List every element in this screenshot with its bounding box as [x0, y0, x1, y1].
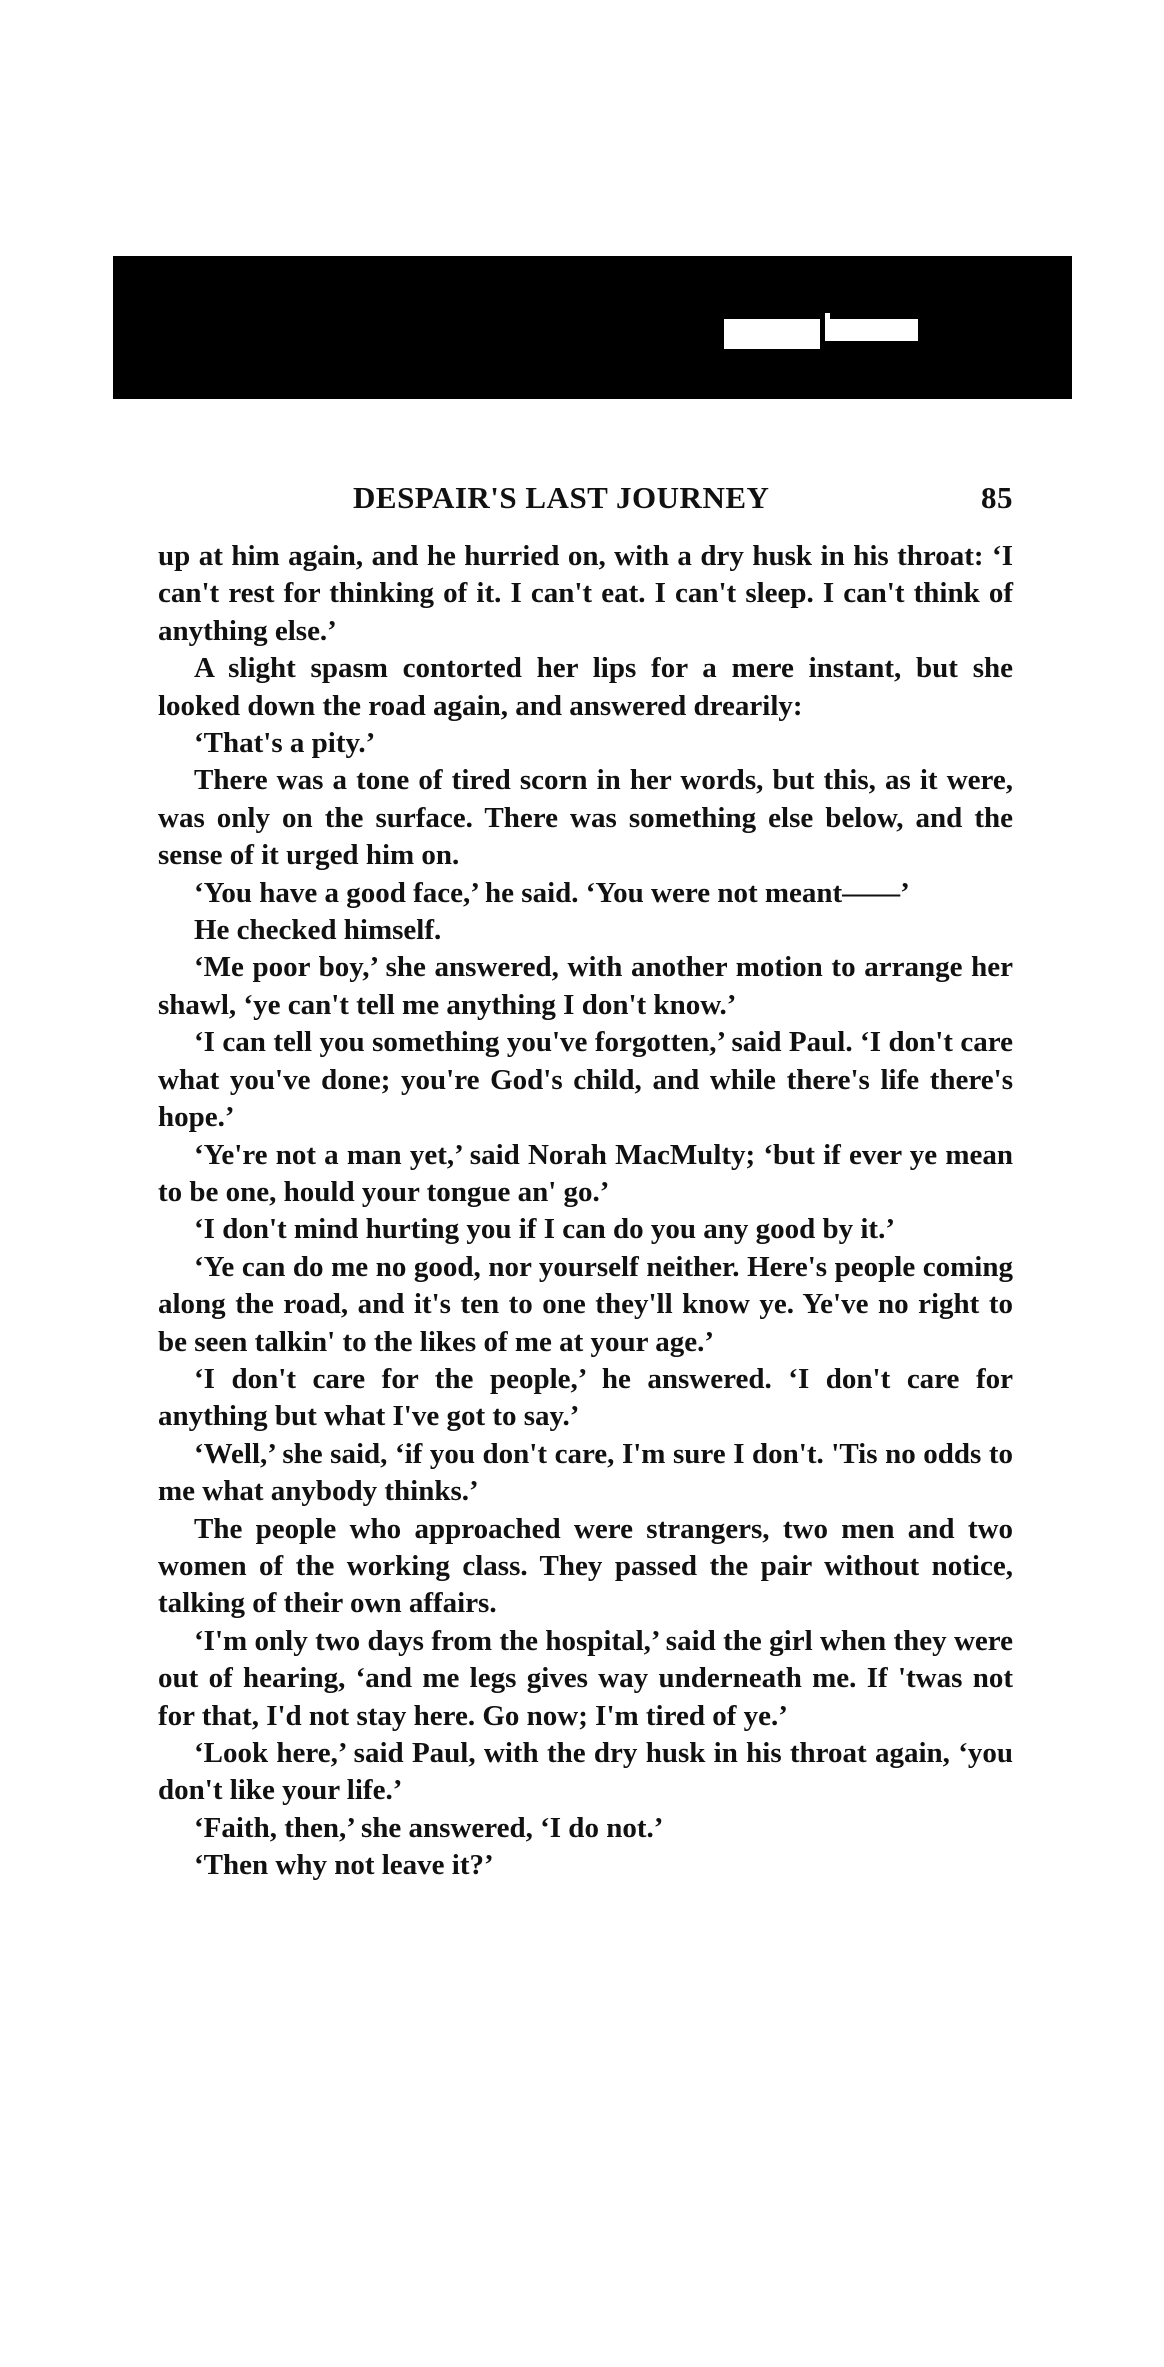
paragraph: ‘I don't mind hurting you if I can do you any good by it.’ [194, 1213, 895, 1246]
redacted-header-block [113, 256, 1072, 399]
paragraph: up at him again, and he hurried on, with a dry husk in his throat: ‘I can't rest for thinking of it. I can't eat. I can't sleep. I can't think of anything else.’ [158, 540, 1013, 647]
paragraph: ‘I'm only two days from the hospital,’ said the girl when they were out of hearing, ‘and me legs gives way underneath me. If 'twas not for that, I'd not stay here. Go now; I'm tired of ye.’ [158, 1624, 1013, 1732]
paragraph: ‘Then why not leave it?’ [194, 1849, 494, 1882]
paragraph: He checked himself. [194, 914, 442, 947]
redaction-gap [724, 319, 820, 349]
body-text [158, 538, 1013, 1885]
page-number: 85 [981, 480, 1013, 515]
paragraph: ‘Me poor boy,’ she answered, with another motion to arrange her shawl, ‘ye can't tell me anything I don't know.’ [158, 951, 1013, 1021]
paragraph: ‘That's a pity.’ [194, 727, 376, 760]
paragraph: ‘I can tell you something you've forgotten,’ said Paul. ‘I don't care what you've done; you're God's child, and while there's life there's hope.’ [158, 1026, 1013, 1134]
paragraph: ‘Ye're not a man yet,’ said Norah MacMulty; ‘but if ever ye mean to be one, hould your tongue an' go.’ [158, 1138, 1013, 1208]
running-head-title: DESPAIR'S LAST JOURNEY [353, 480, 770, 515]
running-head [158, 476, 1013, 520]
paragraph: ‘Faith, then,’ she answered, ‘I do not.’ [194, 1811, 664, 1844]
paragraph: ‘Ye can do me no good, nor yourself neither. Here's people coming along the road, and it's ten to one they'll know ye. Ye've no right to be seen talkin' to the likes of me at your age.’ [158, 1250, 1013, 1358]
paragraph: ‘I don't care for the people,’ he answered. ‘I don't care for anything but what I've got to say.’ [158, 1362, 1013, 1433]
paragraph: The people who approached were strangers, two men and two women of the working class. They passed the pair without notice, talking of their own affairs. [158, 1512, 1013, 1620]
paragraph: ‘You have a good face,’ he said. ‘You were not meant——’ [194, 876, 910, 909]
paragraph: ‘Well,’ she said, ‘if you don't care, I'm sure I don't. 'Tis no odds to me what anybody thinks.’ [158, 1437, 1013, 1508]
paragraph: A slight spasm contorted her lips for a mere instant, but she looked down the road again, and answered drearily: [158, 652, 1013, 722]
redaction-edge [830, 313, 918, 319]
paragraph: ‘Look here,’ said Paul, with the dry husk in his throat again, ‘you don't like your life.’ [158, 1737, 1013, 1807]
paragraph: There was a tone of tired scorn in her words, but this, as it were, was only on the surface. There was something else below, and the sense of it urged him on. [158, 764, 1013, 872]
